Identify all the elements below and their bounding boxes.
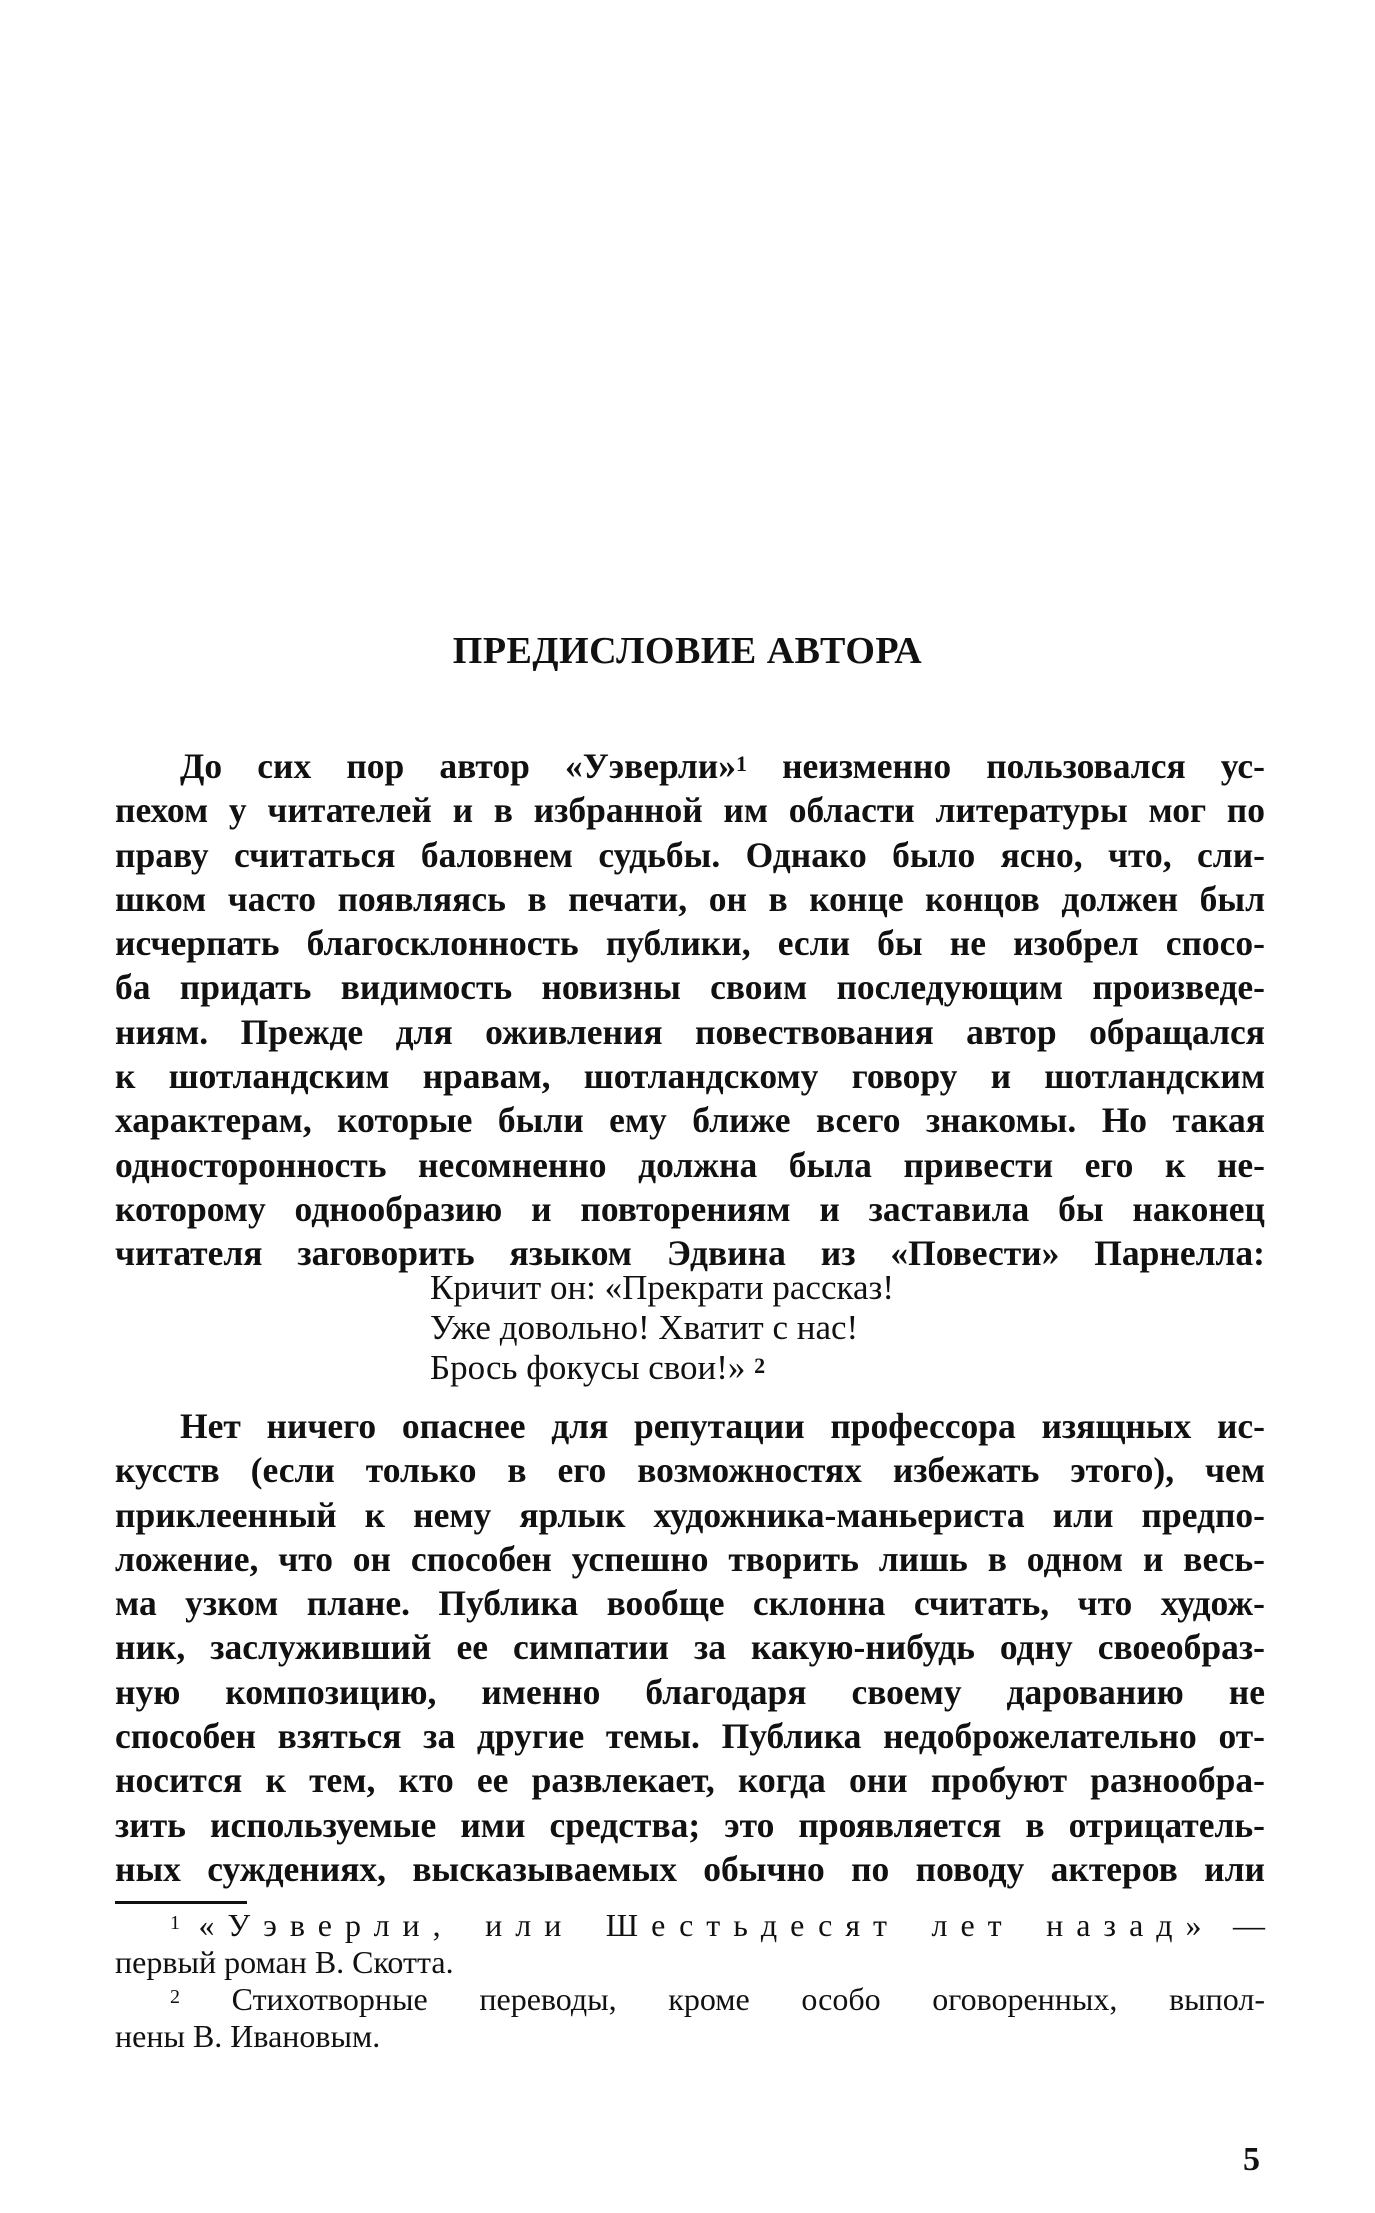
verse-line: Брось фокусы свои!» $^2$ <box>430 1348 766 1387</box>
footnote-ref-2[interactable]: 2 <box>754 1353 766 1378</box>
verse-line: Кричит он: «Прекрати рассказ! <box>430 1268 894 1307</box>
paragraph-line: ную композицию, именно благодаря своему дарованию не <box>115 1671 1265 1712</box>
paragraph-line: ниям. Прежде для оживления повествования автор обращался <box>115 1011 1265 1052</box>
footnotes <box>115 1907 1265 2055</box>
paragraph-line: приклеенный к нему ярлык художника-маньериста или предпо- <box>115 1494 1265 1535</box>
paragraph-line: зить используемые ими средства; это проявляется в отрицатель- <box>115 1804 1265 1845</box>
paragraph-2 <box>115 1404 1265 1891</box>
paragraph-line: односторонность несомненно должна была привести его к не- <box>115 1144 1265 1185</box>
paragraph-line: пехом у читателей и в избранной им области литературы мог по <box>115 790 1265 831</box>
paragraph-line: кусств (если только в его возможностях избежать этого), чем <box>115 1450 1265 1491</box>
paragraph-line: которому однообразию и повторениям и заставила бы наконец <box>115 1188 1265 1229</box>
paragraph-line: ных суждениях, высказываемых обычно по поводу актеров или <box>115 1848 1265 1889</box>
paragraph-line: носится к тем, кто ее развлекает, когда они пробуют разнообра- <box>115 1760 1265 1801</box>
footnote-mark: 2 <box>170 1986 180 2008</box>
paragraph-line: к шотландским нравам, шотландскому говору и шотландским <box>115 1056 1265 1097</box>
verse-line: Уже довольно! Хватит с нас! <box>430 1308 859 1347</box>
paragraph-line: характерам, которые были ему ближе всего знакомы. Но такая <box>115 1100 1265 1141</box>
paragraph-line: До сих пор автор «Уэверли»$^1$ неизменно пользовался ус- <box>180 746 1265 786</box>
footnote-2: $^2$ Стихотворные переводы, кроме особо оговоренных, выпол- <box>170 1981 1265 2017</box>
chapter-title: ПРЕДИСЛОВИЕ АВТОРА <box>452 630 923 672</box>
paragraph-1 <box>115 744 1265 1276</box>
paragraph-line: исчерпать благосклонность публики, если бы не изобрел спосо- <box>115 923 1265 964</box>
paragraph-line: способен взяться за другие темы. Публика недоброжелательно от- <box>115 1716 1265 1757</box>
footnote-mark: 1 <box>170 1912 180 1934</box>
paragraph-line: читателя заговорить языком Эдвина из «Повести» Парнелла: <box>115 1233 1265 1274</box>
footnote-2-continuation: нены В. Ивановым. <box>115 2018 381 2054</box>
footnote-1: $^1$ «Уэверли, или Шестьдесят лет назад» — <box>170 1907 1266 1943</box>
page-number: 5 <box>1243 2141 1260 2178</box>
footnote-ref-1[interactable]: 1 <box>736 751 747 776</box>
footnote-divider <box>115 1901 247 1904</box>
paragraph-line: праву считаться баловнем судьбы. Однако было ясно, что, сли- <box>115 834 1265 875</box>
paragraph-line: ник, заслуживший ее симпатии за какую-нибудь одну своеобраз- <box>115 1627 1265 1668</box>
paragraph-line: Нет ничего опаснее для репутации профессора изящных ис- <box>180 1406 1265 1446</box>
verse-quote <box>430 1268 894 1388</box>
footnote-1-continuation: первый роман В. Скотта. <box>115 1944 454 1980</box>
paragraph-line: ложение, что он способен успешно творить лишь в одном и весь- <box>115 1538 1265 1579</box>
paragraph-line: ма узком плане. Публика вообще склонна считать, что худож- <box>115 1583 1265 1624</box>
footnote-title: «Уэверли, или Шестьдесят лет назад» <box>198 1907 1215 1943</box>
paragraph-line: ба придать видимость новизны своим последующим произведе- <box>115 967 1265 1008</box>
paragraph-line: шком часто появляясь в печати, он в конце концов должен был <box>115 878 1265 919</box>
